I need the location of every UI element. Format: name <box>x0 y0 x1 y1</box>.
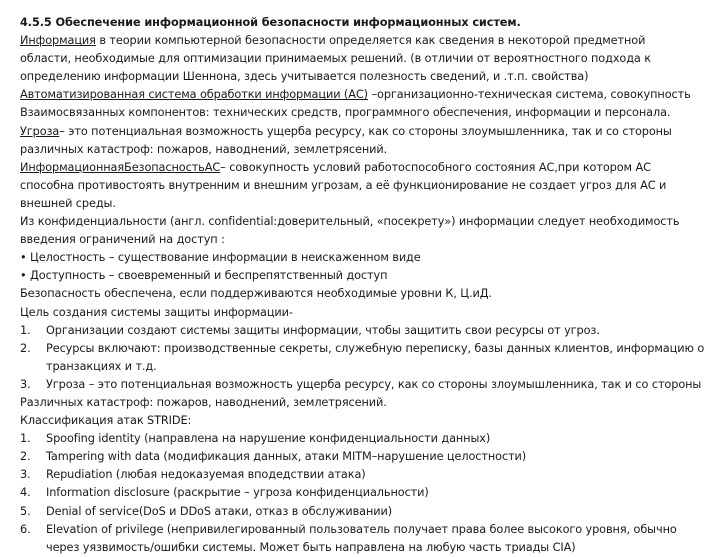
text-line: области, необходимые для оптимизации принимаемых решений. (в отличии от вероятностного подхода к <box>20 52 651 66</box>
text-line: – совокупность условий работоспособного состояния АС,при котором АС <box>220 160 651 174</box>
text-line: различных катастроф: пожаров, наводнений, землетрясений. <box>20 142 388 156</box>
section-title: 4.5.5 Обеспечение информационной безопасности информационных систем. <box>20 16 521 29</box>
paragraph-security-levels: Безопасность обеспечена, если поддерживаются необходимые уровни К, Ц.иД. <box>20 287 492 301</box>
text-line: способна противостоять внутренним и внешним угрозам, а её функционирование не создает угроз для АС и <box>20 178 667 192</box>
paragraph-disasters: Различных катастроф: пожаров, наводнений, землетрясений. <box>20 395 387 409</box>
document-body <box>20 14 708 557</box>
list-item: 4. Information disclosure (раскрытие – угроза конфиденциальности) <box>20 486 429 500</box>
paragraph-threat <box>20 123 708 159</box>
list-item: 3. Угроза – это потенциальная возможность ущерба ресурсу, как со стороны злоумышленника, так и со стороны <box>20 377 702 391</box>
list-item: 1. Spoofing identity (направлена на нарушение конфиденциальности данных) <box>20 432 491 446</box>
paragraph-automated-system <box>20 86 708 122</box>
list-item: 2. Ресурсы включают: производственные секреты, служебную переписку, базы данных клиентов, информацию о транзакциях и т.д. <box>20 341 705 373</box>
term-info-security: ИнформационнаяБезопасностьАС <box>20 160 221 174</box>
bullet-availability: • Доступность – своевременный и беспрепятственный доступ <box>20 269 388 283</box>
text-line: введения ограничений на доступ : <box>20 233 225 247</box>
stride-list <box>20 430 708 557</box>
paragraph-info-security <box>20 159 708 213</box>
text-line: –организационно-техническая система, совокупность <box>367 88 691 102</box>
paragraph-information <box>20 32 708 86</box>
text-line: Из конфиденциальности (англ. confidential:доверительный, «посекрету») информации следует необходимость <box>20 215 680 229</box>
list-item: 2. Tampering with data (модификация данных, атаки MITM–нарушение целостности) <box>20 450 527 464</box>
paragraph-stride-heading: Классификация атак STRIDE: <box>20 414 192 428</box>
term-automated-system: Автоматизированная система обработки информации (АС) <box>20 88 368 102</box>
list-item: 1. Организации создают системы защиты информации, чтобы защитить свои ресурсы от угроз. <box>20 323 600 337</box>
goal-list <box>20 322 708 394</box>
term-threat: Угроза <box>20 124 60 138</box>
list-item: 5. Denial of service(DoS и DDoS атаки, отказ в обслуживании) <box>20 504 393 518</box>
paragraph-goal: Цель создания системы защиты информации- <box>20 305 293 319</box>
list-item: 6. Elevation of privilege (непривилегированный пользователь получает права более высокого уровня, обычно через уязвимость/ошибки системы. Может быть направлена на любую часть триады CIA) <box>20 522 677 554</box>
bullet-list <box>20 249 708 285</box>
list-item: 3. Repudiation (любая недоказуемая вподедствии атака) <box>20 468 366 482</box>
text-line: внешней среды. <box>20 196 116 210</box>
text-line: в теории компьютерной безопасности определяется как сведения в некоторой предметной <box>95 34 646 48</box>
text-line: Взаимосвязанных компонентов: технических средств, программного обеспечения, информации и персонала. <box>20 106 671 120</box>
bullet-integrity: • Целостность – существование информации в неискаженном виде <box>20 251 421 265</box>
text-line: – это потенциальная возможность ущерба ресурсу, как со стороны злоумышленника, так и со стороны <box>59 124 672 138</box>
term-information: Информация <box>20 34 96 48</box>
paragraph-confidentiality <box>20 213 708 249</box>
text-line: определению информации Шеннона, здесь учитывается полезность сведений, и .т.п. свойства) <box>20 70 589 84</box>
